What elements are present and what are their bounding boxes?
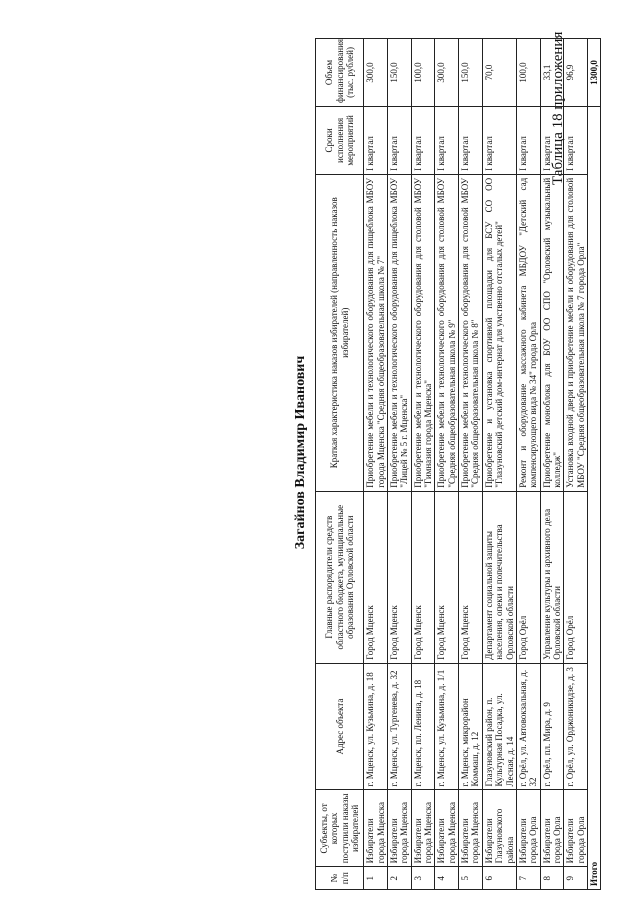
cell-subject: Избиратели города Орла bbox=[516, 790, 540, 867]
cell-term: I квартал bbox=[435, 106, 459, 174]
cell-subject: Избиратели города Мценска bbox=[411, 790, 435, 867]
cell-num: 5 bbox=[459, 867, 483, 890]
cell-amount: 100,0 bbox=[516, 39, 540, 107]
cell-amount: 300,0 bbox=[435, 39, 459, 107]
cell-description: Приобретение и установка спортивной площадки для БСУ СО ОО "Глазуновский детский дом-интернат для умственно отсталых детей" bbox=[482, 174, 516, 491]
cell-distributor: Город Мценск bbox=[411, 491, 435, 663]
cell-num: 8 bbox=[540, 867, 564, 890]
cell-subject: Избиратели города Мценска bbox=[435, 790, 459, 867]
table-row bbox=[482, 39, 516, 890]
cell-address: г. Орёл, пл. Мира, д. 9 bbox=[540, 663, 564, 790]
cell-address: г. Мценск, микрорайон Коммаш, д. 12 bbox=[459, 663, 483, 790]
cell-description: Приобретение моноблока для БОУ ОО СПО "Орловский музыкальный колледж" bbox=[540, 174, 564, 491]
cell-num: 2 bbox=[388, 867, 412, 890]
cell-address: Глазуновский район, п. Культурная Посадка, ул. Лесная, д. 14 bbox=[482, 663, 516, 790]
cell-amount: 150,0 bbox=[388, 39, 412, 107]
cell-distributor: Город Орёл bbox=[564, 491, 588, 663]
col-header-num: № п/п bbox=[316, 867, 364, 890]
table-body bbox=[364, 39, 588, 890]
cell-distributor: Управление культуры и архивного дела Орловской области bbox=[540, 491, 564, 663]
col-header-subject: Субъекты, от которых поступили наказы избирателей bbox=[316, 790, 364, 867]
col-header-distributor: Главные распорядители средств областного бюджета, муниципальные образования Орловской области bbox=[316, 491, 364, 663]
cell-subject: Избиратели города Мценска bbox=[364, 790, 388, 867]
cell-description: Ремонт и оборудование массажного кабинета МБДОУ "Детский сад компенсирующего вида № 34" города Орла bbox=[516, 174, 540, 491]
cell-distributor: Город Мценск bbox=[459, 491, 483, 663]
cell-amount: 100,0 bbox=[411, 39, 435, 107]
cell-address: г. Орёл, ул. Автовокзальная, д. 32 bbox=[516, 663, 540, 790]
cell-subject: Избиратели города Мценска bbox=[388, 790, 412, 867]
col-header-description: Краткая характеристика наказов избирателей (направленность наказов избирателей) bbox=[316, 174, 364, 491]
table-row bbox=[411, 39, 435, 890]
cell-address: г. Орёл, ул. Орджоникидзе, д. 3 bbox=[564, 663, 588, 790]
table-row bbox=[516, 39, 540, 890]
table-row bbox=[435, 39, 459, 890]
cell-num: 7 bbox=[516, 867, 540, 890]
cell-description: Приобретение мебели и технологического оборудования для пищеблока МБОУ "Лицей № 5 г. Мценска" bbox=[388, 174, 412, 491]
cell-address: г. Мценск, пл. Ленина, д. 18 bbox=[411, 663, 435, 790]
cell-address: г. Мценск, ул. Кузьмина, д. 1/1 bbox=[435, 663, 459, 790]
cell-distributor: Город Мценск bbox=[364, 491, 388, 663]
col-header-amount: Объем финансирования (тыс. рублей) bbox=[316, 39, 364, 107]
col-header-address: Адрес объекта bbox=[316, 663, 364, 790]
cell-subject: Избиратели города Мценска bbox=[459, 790, 483, 867]
col-header-term: Сроки исполнения мероприятий bbox=[316, 106, 364, 174]
appendix-label: Таблица 18 приложения bbox=[550, 31, 566, 185]
cell-amount: 33,1 bbox=[540, 39, 564, 107]
cell-num: 9 bbox=[564, 867, 588, 890]
cell-term: I квартал bbox=[411, 106, 435, 174]
total-row bbox=[587, 39, 600, 890]
total-amount: 1300,0 bbox=[587, 39, 600, 107]
table-row bbox=[459, 39, 483, 890]
table-row bbox=[388, 39, 412, 890]
cell-address: г. Мценск, ул. Кузьмина, д. 18 bbox=[364, 663, 388, 790]
cell-description: Приобретение мебели и технологического оборудования для столовой МБОУ "Средняя общеобразовательная школа № 9" bbox=[435, 174, 459, 491]
cell-num: 4 bbox=[435, 867, 459, 890]
table-row bbox=[564, 39, 588, 890]
cell-term: I квартал bbox=[482, 106, 516, 174]
cell-amount: 300,0 bbox=[364, 39, 388, 107]
cell-amount: 70,0 bbox=[482, 39, 516, 107]
cell-description: Приобретение мебели и технологического оборудования для пищеблока МБОУ города Мценска "Средняя общеобразовательная школа № 7" bbox=[364, 174, 388, 491]
cell-num: 3 bbox=[411, 867, 435, 890]
cell-distributor: Город Мценск bbox=[435, 491, 459, 663]
cell-term: I квартал bbox=[388, 106, 412, 174]
table-header-row bbox=[316, 39, 364, 890]
cell-num: 6 bbox=[482, 867, 516, 890]
cell-distributor: Департамент социальной защиты населения, опеки и попечительства Орловской области bbox=[482, 491, 516, 663]
cell-distributor: Город Мценск bbox=[388, 491, 412, 663]
cell-term: I квартал bbox=[516, 106, 540, 174]
cell-address: г. Мценск, ул. Тургенева, д. 32 bbox=[388, 663, 412, 790]
orders-table bbox=[315, 38, 601, 890]
cell-description: Приобретение мебели и технологического оборудования для столовой МБОУ "Гимназия города Мценска" bbox=[411, 174, 435, 491]
cell-subject: Избиратели Глазуновского района bbox=[482, 790, 516, 867]
cell-subject: Избиратели города Орла bbox=[564, 790, 588, 867]
table-row bbox=[364, 39, 388, 890]
cell-term: I квартал bbox=[540, 106, 564, 174]
cell-term: I квартал bbox=[564, 106, 588, 174]
cell-term: I квартал bbox=[364, 106, 388, 174]
total-label: Итого bbox=[587, 106, 600, 889]
cell-amount: 96,9 bbox=[564, 39, 588, 107]
cell-description: Установка входной двери и приобретение мебели и оборудования для столовой МБОУ "Средняя общеобразовательная школа № 7 города Орла" bbox=[564, 174, 588, 491]
cell-num: 1 bbox=[364, 867, 388, 890]
cell-distributor: Город Орёл bbox=[516, 491, 540, 663]
deputy-name: Загайнов Владимир Иванович bbox=[293, 355, 308, 550]
cell-description: Приобретение мебели и технологического оборудования для столовой МБОУ "Средняя общеобразовательная школа № 8" bbox=[459, 174, 483, 491]
cell-amount: 150,0 bbox=[459, 39, 483, 107]
cell-subject: Избиратели города Орла bbox=[540, 790, 564, 867]
cell-term: I квартал bbox=[459, 106, 483, 174]
table-row bbox=[540, 39, 564, 890]
